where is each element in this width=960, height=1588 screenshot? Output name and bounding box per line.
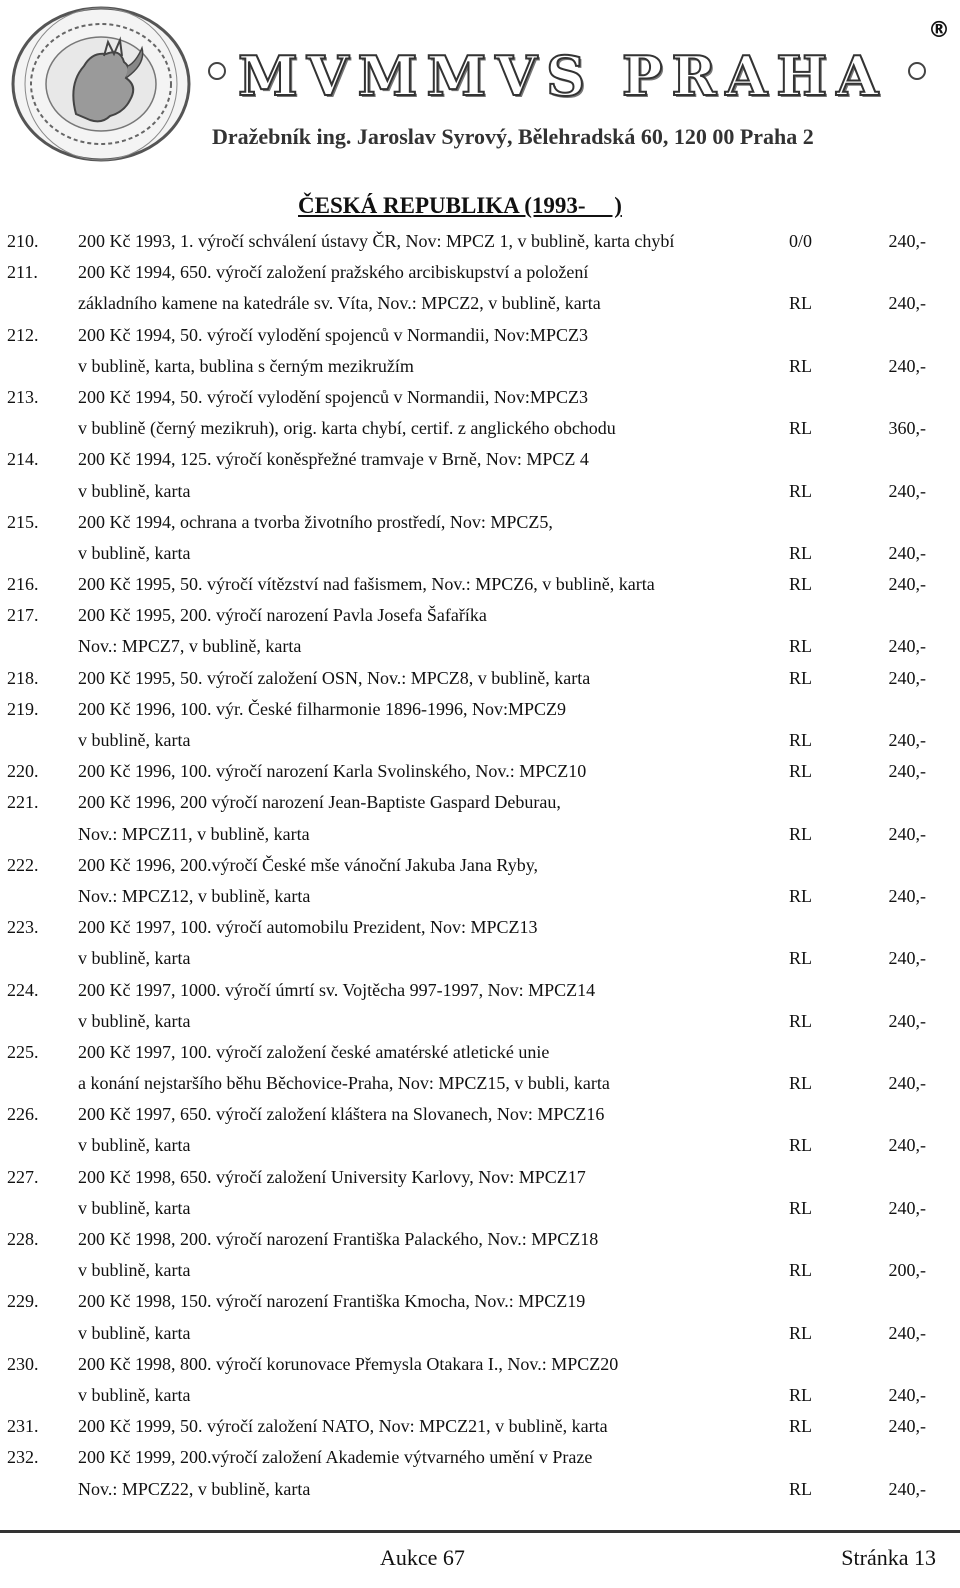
lot-grade: RL [789,355,813,376]
lot-line [0,881,960,912]
lot-line [0,850,960,881]
lot-number: 232. [7,1447,39,1468]
lot-description: Nov.: MPCZ11, v bublině, karta [78,823,310,844]
lot-number: 217. [7,605,39,626]
coin-seal-logo [6,4,196,164]
lot-item [0,1162,960,1224]
footer-page-number: Stránka 13 [841,1545,936,1570]
lot-price: 240,- [888,1322,926,1343]
lot-price: 240,- [888,1073,926,1094]
lot-price: 240,- [888,1384,926,1405]
lot-grade: RL [789,730,813,750]
lot-description: 200 Kč 1998, 800. výročí korunovace Přemysla Otakara I., Nov.: MPCZ20 [78,1353,619,1374]
lot-line [0,1193,960,1224]
lot-description: 200 Kč 1995, 50. výročí vítězství nad fašismem, Nov.: MPCZ6, v bublině, karta [78,574,655,595]
lot-line [0,538,960,569]
lot-grade: RL [789,948,813,969]
registered-mark: ® [928,18,950,43]
lot-line [0,1068,960,1099]
lot-price: 240,- [888,885,926,906]
lot-item [0,444,960,506]
lot-description: 200 Kč 1994, 650. výročí založení pražského arcibiskupství a položení [78,262,589,283]
lot-item [0,756,960,787]
lot-number: 228. [7,1229,39,1249]
lot-description: 200 Kč 1998, 150. výročí narození Františka Kmocha, Nov.: MPCZ19 [78,1291,586,1312]
lot-description: 200 Kč 1994, 50. výročí vylodění spojenců v Normandii, Nov:MPCZ3 [78,324,588,345]
lot-price: 240,- [888,1135,926,1156]
lot-number: 216. [7,574,39,595]
lot-number: 226. [7,1104,39,1125]
lot-line [0,320,960,351]
lot-description: 200 Kč 1999, 50. výročí založení NATO, Nov: MPCZ21, v bublině, karta [78,1416,608,1437]
lot-number: 230. [7,1353,39,1374]
footer-divider [0,1530,960,1533]
lot-line [0,413,960,444]
lot-list [0,226,960,1505]
lot-line [0,1255,960,1286]
lot-number: 225. [7,1041,39,1062]
lot-description: 200 Kč 1993, 1. výročí schválení ústavy ČR, Nov: MPCZ 1, v bublině, karta chybí [78,231,675,251]
brand-logo-text: MVMMVS PRAHA [238,44,888,108]
lot-price: 240,- [888,574,926,595]
lot-price: 360,- [888,418,926,439]
lot-description: 200 Kč 1994, ochrana a tvorba životního prostředí, Nov: MPCZ5, [78,511,553,532]
lot-line [0,1224,960,1255]
lot-number: 214. [7,449,39,470]
lot-description: 200 Kč 1996, 100. výročí narození Karla Svolinského, Nov.: MPCZ10 [78,761,587,782]
lot-grade: RL [789,574,813,595]
lot-price: 240,- [888,1478,926,1499]
lot-number: 222. [7,854,39,875]
footer-auction-label: Aukce 67 [380,1545,465,1570]
lot-number: 215. [7,511,39,532]
lot-line [0,600,960,631]
lot-number: 210. [7,231,39,251]
lot-grade: RL [789,418,813,439]
lot-grade: RL [789,636,813,657]
lot-line [0,1318,960,1349]
lot-price: 240,- [888,667,926,688]
lot-grade: RL [789,761,813,782]
lot-line [0,1442,960,1473]
lot-item [0,912,960,974]
lot-description: 200 Kč 1995, 50. výročí založení OSN, Nov.: MPCZ8, v bublině, karta [78,667,591,688]
lot-item [0,1442,960,1504]
lot-item [0,663,960,694]
lot-line [0,444,960,475]
lot-item [0,694,960,756]
lot-grade: 0/0 [789,231,813,251]
auctioneer-address: Dražebník ing. Jaroslav Syrový, Bělehradská 60, 120 00 Praha 2 [212,124,814,149]
lot-item [0,226,960,257]
lot-line [0,569,960,600]
lot-price: 240,- [888,761,926,782]
lot-price: 240,- [888,1416,926,1437]
lot-line [0,382,960,413]
lot-description: 200 Kč 1994, 125. výročí koněspřežné tramvaje v Brně, Nov: MPCZ 4 [78,449,589,470]
lot-line [0,912,960,943]
brand-logo [208,40,930,118]
lot-item [0,320,960,382]
lot-description: v bublině, karta [78,1135,191,1156]
lot-number: 220. [7,761,39,782]
lot-price: 240,- [888,1010,926,1031]
lot-item [0,1349,960,1411]
lot-line [0,1130,960,1161]
lot-number: 231. [7,1416,39,1437]
lot-description: a konání nejstaršího běhu Běchovice-Praha, Nov: MPCZ15, v bubli, karta [78,1073,610,1094]
lot-price: 240,- [888,355,926,376]
lot-line [0,1099,960,1130]
lot-item [0,1286,960,1348]
lot-number: 212. [7,324,39,345]
lot-grade: RL [789,1135,813,1156]
lot-number: 224. [7,979,39,1000]
lot-item [0,975,960,1037]
lot-price: 240,- [888,1197,926,1218]
lot-description: v bublině, karta [78,1322,191,1343]
lot-line [0,787,960,818]
lot-line [0,1037,960,1068]
section-title: ČESKÁ REPUBLIKA (1993- ) [298,193,622,218]
lot-line [0,288,960,319]
lot-item [0,600,960,662]
lot-line [0,725,960,756]
lot-grade: RL [789,1384,813,1405]
lot-description: základního kamene na katedrále sv. Víta, Nov.: MPCZ2, v bublině, karta [78,293,601,314]
lot-line [0,1286,960,1317]
lot-price: 240,- [888,542,926,563]
lot-number: 219. [7,698,39,719]
lot-description: v bublině, karta [78,730,191,750]
lot-description: v bublině, karta [78,1260,191,1281]
lot-line [0,1006,960,1037]
lot-description: 200 Kč 1999, 200.výročí založení Akademie výtvarného umění v Praze [78,1447,593,1468]
lot-grade: RL [789,1478,813,1499]
lot-line [0,1380,960,1411]
lot-description: 200 Kč 1994, 50. výročí vylodění spojenců v Normandii, Nov:MPCZ3 [78,386,588,407]
lot-item [0,507,960,569]
lot-line [0,507,960,538]
lot-description: Nov.: MPCZ22, v bublině, karta [78,1478,311,1499]
lot-line [0,476,960,507]
lot-price: 240,- [888,730,926,750]
lot-line [0,975,960,1006]
lot-number: 218. [7,667,39,688]
lot-grade: RL [789,1322,813,1343]
lot-line [0,631,960,662]
lot-description: 200 Kč 1996, 200.výročí České mše vánoční Jakuba Jana Ryby, [78,854,539,875]
lot-line [0,663,960,694]
lot-number: 213. [7,386,39,407]
lot-grade: RL [789,1073,813,1094]
lot-price: 200,- [888,1260,926,1281]
lot-grade: RL [789,293,813,314]
lot-item [0,787,960,849]
lot-description: 200 Kč 1997, 100. výročí založení české amatérské atletické unie [78,1041,550,1062]
lot-number: 227. [7,1166,39,1187]
lot-description: 200 Kč 1998, 650. výročí založení University Karlovy, Nov: MPCZ17 [78,1166,586,1187]
lot-grade: RL [789,480,813,501]
lot-description: v bublině, karta [78,1010,191,1031]
lot-line [0,694,960,725]
lot-description: 200 Kč 1998, 200. výročí narození Františka Palackého, Nov.: MPCZ18 [78,1229,599,1249]
lot-price: 240,- [888,636,926,657]
lot-line [0,943,960,974]
lot-number: 211. [7,262,38,283]
lot-description: 200 Kč 1997, 1000. výročí úmrtí sv. Vojtěcha 997-1997, Nov: MPCZ14 [78,979,596,1000]
lot-grade: RL [789,667,813,688]
lot-item [0,850,960,912]
lot-number: 229. [7,1291,39,1312]
lot-description: 200 Kč 1997, 650. výročí založení kláštera na Slovanech, Nov: MPCZ16 [78,1104,605,1125]
lot-description: Nov.: MPCZ12, v bublině, karta [78,885,311,906]
lot-item [0,1411,960,1442]
lot-item [0,257,960,319]
lot-price: 240,- [888,480,926,501]
lot-number: 221. [7,792,39,813]
lot-description: v bublině, karta [78,480,191,501]
lot-line [0,1162,960,1193]
logo-dot-right [908,62,926,80]
lot-item [0,382,960,444]
logo-dot-left [208,62,226,80]
lot-number: 223. [7,917,39,938]
lot-grade: RL [789,542,813,563]
lot-description: 200 Kč 1996, 100. výr. České filharmonie 1896-1996, Nov:MPCZ9 [78,698,566,719]
lot-description: 200 Kč 1995, 200. výročí narození Pavla Josefa Šafaříka [78,605,487,626]
lot-grade: RL [789,1260,813,1281]
lot-line [0,257,960,288]
lot-description: 200 Kč 1996, 200 výročí narození Jean-Baptiste Gaspard Deburau, [78,792,561,813]
lot-price: 240,- [888,948,926,969]
lot-description: v bublině, karta [78,948,191,969]
lot-line [0,226,960,257]
lot-description: v bublině, karta [78,542,191,563]
lot-line [0,756,960,787]
lot-grade: RL [789,885,813,906]
lot-line [0,1474,960,1505]
lot-grade: RL [789,1197,813,1218]
lot-grade: RL [789,1416,813,1437]
lot-description: v bublině, karta, bublina s černým mezikružím [78,355,414,376]
lot-grade: RL [789,1010,813,1031]
lot-description: v bublině (černý mezikruh), orig. karta chybí, certif. z anglického obchodu [78,418,616,439]
lot-item [0,569,960,600]
lot-price: 240,- [888,293,926,314]
lot-description: Nov.: MPCZ7, v bublině, karta [78,636,302,657]
lot-grade: RL [789,823,813,844]
lot-line [0,819,960,850]
lot-item [0,1037,960,1099]
lot-line [0,351,960,382]
lot-line [0,1411,960,1442]
lot-line [0,1349,960,1380]
lot-price: 240,- [888,823,926,844]
lot-description: v bublině, karta [78,1384,191,1405]
lot-item [0,1099,960,1161]
lot-item [0,1224,960,1286]
letterhead [0,0,960,170]
lot-price: 240,- [888,231,926,251]
lot-description: v bublině, karta [78,1197,191,1218]
lot-description: 200 Kč 1997, 100. výročí automobilu Prezident, Nov: MPCZ13 [78,917,538,938]
